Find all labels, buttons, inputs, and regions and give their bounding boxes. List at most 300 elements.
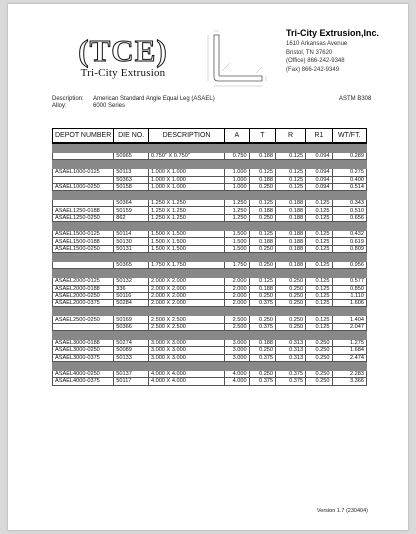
separator-cell <box>306 222 332 231</box>
table-cell: 0.125 <box>306 316 332 323</box>
table-cell: 0.250 <box>306 370 332 377</box>
table-cell: ASAEL4000-0375 <box>53 378 114 385</box>
company-logo <box>76 35 170 79</box>
table-cell <box>53 261 114 268</box>
table-cell: 0.750" X 0.750" <box>148 153 224 160</box>
table-row <box>53 347 367 354</box>
table-cell: 0.188 <box>249 176 275 183</box>
table-cell: 3.000 X 3.000 <box>148 347 224 354</box>
table-cell: 0.094 <box>306 183 332 190</box>
table-cell: 50130 <box>114 238 149 245</box>
table-cell: 0.375 <box>276 378 306 385</box>
table-cell: ASAEL2000-0125 <box>53 278 114 285</box>
table-cell: 0.313 <box>276 340 306 347</box>
separator-cell <box>332 331 366 340</box>
table-cell: 50366 <box>114 323 149 330</box>
table-cell: 50113 <box>114 169 149 176</box>
table-cell: 0.188 <box>276 238 306 245</box>
table-cell: 0.125 <box>306 231 332 238</box>
company-fax: (Fax) 866-242-9349 <box>286 66 340 73</box>
table-cell: 3.000 <box>225 347 250 354</box>
table-cell: 2.283 <box>332 370 366 377</box>
table-cell: 0.250 <box>249 316 275 323</box>
separator-cell <box>276 160 306 169</box>
table-cell: 0.188 <box>249 238 275 245</box>
table-cell: 0.250 <box>306 340 332 347</box>
company-name: Tri-City Extrusion,Inc. <box>286 28 380 38</box>
table-cell: 2.000 X 2.000 <box>148 285 224 292</box>
header-die-no: DIE NO. <box>114 129 149 144</box>
table-cell: ASAEL1000-0125 <box>53 169 114 176</box>
separator-cell <box>225 269 250 278</box>
separator-cell <box>306 331 332 340</box>
separator-cell <box>249 191 275 200</box>
separator-cell <box>332 222 366 231</box>
table-cell: 1.110 <box>332 292 366 299</box>
table-cell: 0.188 <box>249 285 275 292</box>
table-cell: 0.250 <box>249 261 275 268</box>
separator-cell <box>53 361 114 370</box>
table-cell: 0.275 <box>332 169 366 176</box>
separator-cell <box>249 331 275 340</box>
separator-cell <box>53 222 114 231</box>
separator-cell <box>148 143 224 153</box>
separator-cell <box>148 307 224 316</box>
separator-cell <box>148 269 224 278</box>
document-page <box>8 4 408 530</box>
group-separator <box>53 307 367 316</box>
separator-cell <box>225 307 250 316</box>
table-cell: 4.000 <box>225 378 250 385</box>
table-row <box>53 378 367 385</box>
table-cell: 0.125 <box>306 200 332 207</box>
header-depot-number: DEPOT NUMBER <box>53 129 114 144</box>
table-row <box>53 261 367 268</box>
separator-cell <box>332 160 366 169</box>
separator-cell <box>148 160 224 169</box>
separator-cell <box>114 191 149 200</box>
table-cell: 2.000 X 2.000 <box>148 292 224 299</box>
separator-cell <box>306 269 332 278</box>
table-cell: 0.809 <box>332 245 366 252</box>
table-row <box>53 316 367 323</box>
table-cell: 0.289 <box>332 153 366 160</box>
header-wt-ft: WT/FT. <box>332 129 366 144</box>
separator-cell <box>114 160 149 169</box>
company-info <box>286 28 379 74</box>
table-header-row <box>53 129 367 144</box>
table-cell: 1.500 <box>225 231 250 238</box>
table-cell: 0.750 <box>225 153 250 160</box>
table-cell: 4.000 X 4.000 <box>148 370 224 377</box>
separator-cell <box>276 361 306 370</box>
table-cell: 0.125 <box>249 278 275 285</box>
table-cell: ASAEL2500-0250 <box>53 316 114 323</box>
company-office-phone: (Office) 866-242-9348 <box>286 58 345 65</box>
table-row <box>53 370 367 377</box>
separator-cell <box>225 252 250 261</box>
table-cell: 0.250 <box>306 378 332 385</box>
table-cell: ASAEL4000-0250 <box>53 370 114 377</box>
table-row <box>53 278 367 285</box>
table-cell: 1.250 <box>225 200 250 207</box>
table-cell: 0.188 <box>276 245 306 252</box>
separator-cell <box>225 331 250 340</box>
separator-cell <box>306 361 332 370</box>
table-cell: 0.125 <box>306 245 332 252</box>
table-row <box>53 354 367 361</box>
table-cell: 0.577 <box>332 278 366 285</box>
separator-cell <box>276 252 306 261</box>
separator-cell <box>225 191 250 200</box>
table-row <box>53 169 367 176</box>
table-row <box>53 323 367 330</box>
table-cell: ASAEL3000-0250 <box>53 347 114 354</box>
table-cell: 0.250 <box>276 278 306 285</box>
table-cell: 0.125 <box>276 176 306 183</box>
table-cell: 2.500 <box>225 316 250 323</box>
table-cell: 0.656 <box>332 214 366 221</box>
table-cell: 0.188 <box>276 207 306 214</box>
table-cell: 1.404 <box>332 316 366 323</box>
description-value: American Standard Angle Equal Leg (ASAEL) <box>93 96 215 102</box>
table-cell: 0.125 <box>306 323 332 330</box>
table-cell: 0.188 <box>249 340 275 347</box>
description-label: Description: <box>52 96 84 102</box>
group-separator <box>53 331 367 340</box>
table-cell: 0.125 <box>306 261 332 268</box>
table-cell: 0.313 <box>276 347 306 354</box>
table-cell: 0.375 <box>249 378 275 385</box>
separator-cell <box>114 307 149 316</box>
table-cell: 0.432 <box>332 231 366 238</box>
table-row <box>53 238 367 245</box>
separator-cell <box>114 143 149 153</box>
table-cell: 1.250 X 1.250 <box>148 214 224 221</box>
table-cell: ASAEL3000-0375 <box>53 354 114 361</box>
table-cell: 50284 <box>114 300 149 307</box>
table-cell: 336 <box>114 285 149 292</box>
table-cell: 0.125 <box>306 214 332 221</box>
separator-cell <box>148 361 224 370</box>
table-cell: 50133 <box>114 354 149 361</box>
table-row <box>53 153 367 160</box>
table-cell: 0.375 <box>249 323 275 330</box>
table-row <box>53 207 367 214</box>
table-cell: 1.500 <box>225 238 250 245</box>
table-cell: 50116 <box>114 292 149 299</box>
separator-cell <box>114 331 149 340</box>
table-cell: 2.000 X 2.000 <box>148 300 224 307</box>
table-cell: ASAEL1500-0188 <box>53 238 114 245</box>
table-cell: 2.500 <box>225 323 250 330</box>
table-row <box>53 300 367 307</box>
table-cell: 1.684 <box>332 347 366 354</box>
separator-cell <box>225 160 250 169</box>
table-cell: 50131 <box>114 245 149 252</box>
separator-cell <box>53 143 114 153</box>
table-cell: 0.375 <box>249 300 275 307</box>
separator-cell <box>276 191 306 200</box>
separator-cell <box>332 191 366 200</box>
table-row <box>53 292 367 299</box>
table-cell: 1.500 <box>225 245 250 252</box>
separator-cell <box>249 143 275 153</box>
separator-cell <box>53 269 114 278</box>
separator-cell <box>276 269 306 278</box>
table-cell: 50132 <box>114 278 149 285</box>
separator-cell <box>249 252 275 261</box>
group-separator <box>53 361 367 370</box>
table-cell: 0.094 <box>306 176 332 183</box>
table-cell: 1.500 X 1.500 <box>148 238 224 245</box>
angle-profile-diagram <box>196 27 272 89</box>
table-row <box>53 214 367 221</box>
separator-cell <box>53 160 114 169</box>
table-cell: 0.400 <box>332 176 366 183</box>
table-cell: 50114 <box>114 231 149 238</box>
table-cell: 2.500 X 2.500 <box>148 316 224 323</box>
angle-spec-table <box>52 128 367 386</box>
separator-cell <box>249 160 275 169</box>
table-cell: 0.125 <box>249 169 275 176</box>
table-cell: 50365 <box>114 261 149 268</box>
table-cell: 2.474 <box>332 354 366 361</box>
table-cell: 1.250 X 1.250 <box>148 200 224 207</box>
table-cell: 0.188 <box>276 261 306 268</box>
table-cell: 3.000 X 3.000 <box>148 354 224 361</box>
table-cell: 0.619 <box>332 238 366 245</box>
table-cell: 0.188 <box>249 207 275 214</box>
table-cell: 0.250 <box>306 347 332 354</box>
separator-cell <box>225 361 250 370</box>
separator-cell <box>249 307 275 316</box>
separator-cell <box>114 222 149 231</box>
table-cell: 0.250 <box>276 292 306 299</box>
table-cell: 4.000 <box>225 370 250 377</box>
table-body <box>53 143 367 385</box>
table-cell: ASAEL2000-0188 <box>53 285 114 292</box>
table-cell: 0.250 <box>276 323 306 330</box>
table-cell: 50274 <box>114 340 149 347</box>
table-cell: ASAEL1500-0125 <box>53 231 114 238</box>
separator-cell <box>276 222 306 231</box>
separator-cell <box>225 143 250 153</box>
table-cell: 2.000 <box>225 292 250 299</box>
separator-cell <box>332 307 366 316</box>
separator-cell <box>114 361 149 370</box>
table-cell: ASAEL2000-0250 <box>53 292 114 299</box>
table-cell: 0.375 <box>249 354 275 361</box>
table-cell: 1.750 X 1.750 <box>148 261 224 268</box>
separator-cell <box>249 222 275 231</box>
table-cell: 0.125 <box>306 285 332 292</box>
separator-cell <box>53 191 114 200</box>
table-cell: 1.500 X 1.500 <box>148 245 224 252</box>
table-cell: 4.000 X 4.000 <box>148 378 224 385</box>
table-cell: 50364 <box>114 200 149 207</box>
header-description: DESCRIPTION <box>148 129 224 144</box>
table-cell: ASAEL1500-0250 <box>53 245 114 252</box>
table-cell: 0.188 <box>249 153 275 160</box>
table-cell: 1.750 <box>225 261 250 268</box>
table-cell: 1.000 X 1.000 <box>148 176 224 183</box>
separator-cell <box>276 331 306 340</box>
table-cell: 0.250 <box>276 300 306 307</box>
table-cell: 0.956 <box>332 261 366 268</box>
separator-cell <box>306 307 332 316</box>
separator-cell <box>249 269 275 278</box>
table-cell: ASAEL2000-0375 <box>53 300 114 307</box>
separator-cell <box>148 222 224 231</box>
separator-cell <box>332 361 366 370</box>
group-separator <box>53 191 367 200</box>
table-cell: 0.125 <box>306 238 332 245</box>
table-cell: 0.125 <box>306 278 332 285</box>
table-cell <box>53 323 114 330</box>
separator-cell <box>332 269 366 278</box>
table-cell: 50137 <box>114 370 149 377</box>
table-cell: ASAEL1250-0188 <box>53 207 114 214</box>
group-separator <box>53 269 367 278</box>
table-row <box>53 340 367 347</box>
table-cell: 0.125 <box>276 169 306 176</box>
table-cell: 0.313 <box>276 354 306 361</box>
table-cell: 0.343 <box>332 200 366 207</box>
table-cell: 0.125 <box>276 153 306 160</box>
table-cell: 1.250 X 1.250 <box>148 207 224 214</box>
table-cell: 0.250 <box>249 370 275 377</box>
separator-cell <box>276 307 306 316</box>
header-a: A <box>225 129 250 144</box>
separator-cell <box>114 269 149 278</box>
table-cell: 0.250 <box>306 354 332 361</box>
table-cell: ASAEL1000-0250 <box>53 183 114 190</box>
table-cell: 0.094 <box>306 153 332 160</box>
table-cell: 2.047 <box>332 323 366 330</box>
table-cell: 0.250 <box>249 183 275 190</box>
table-cell: 0.125 <box>249 200 275 207</box>
header-t: T <box>249 129 275 144</box>
group-separator <box>53 222 367 231</box>
separator-cell <box>306 160 332 169</box>
product-meta <box>52 96 215 110</box>
table-cell: 1.000 X 1.000 <box>148 183 224 190</box>
table-cell: 2.000 <box>225 300 250 307</box>
separator-cell <box>225 222 250 231</box>
table-cell: 50159 <box>114 207 149 214</box>
company-address-line1: 1610 Arkansas Avenue <box>286 41 348 47</box>
separator-cell <box>306 143 332 153</box>
separator-cell <box>148 331 224 340</box>
table-cell: 50117 <box>114 378 149 385</box>
separator-cell <box>332 252 366 261</box>
alloy-label: Alloy: <box>52 103 67 110</box>
separator-cell <box>148 252 224 261</box>
table-cell: ASAEL1250-0250 <box>53 214 114 221</box>
table-cell: 3.000 <box>225 340 250 347</box>
table-cell: 0.250 <box>276 285 306 292</box>
astm-spec: ASTM B308 <box>339 96 372 102</box>
separator-cell <box>53 252 114 261</box>
table-cell: 50363 <box>114 176 149 183</box>
logo-mark: (TCE) <box>78 33 168 68</box>
table-cell: 3.000 <box>225 354 250 361</box>
table-cell: 1.250 <box>225 207 250 214</box>
table-row <box>53 200 367 207</box>
table-cell: 0.510 <box>332 207 366 214</box>
table-cell <box>53 153 114 160</box>
table-cell <box>53 176 114 183</box>
table-cell: 0.250 <box>249 292 275 299</box>
table-cell: 0.250 <box>249 347 275 354</box>
table-cell: 1.275 <box>332 340 366 347</box>
table-cell: 2.500 X 2.500 <box>148 323 224 330</box>
table-cell: 0.188 <box>276 214 306 221</box>
table-cell: 0.125 <box>276 183 306 190</box>
separator-cell <box>276 143 306 153</box>
table-cell: 2.000 X 2.000 <box>148 278 224 285</box>
separator-cell <box>148 191 224 200</box>
table-cell: 0.250 <box>249 214 275 221</box>
table-cell: 0.125 <box>306 292 332 299</box>
table-cell: 0.514 <box>332 183 366 190</box>
table-row <box>53 183 367 190</box>
table-cell: 0.375 <box>276 370 306 377</box>
table-cell: 3.000 X 3.000 <box>148 340 224 347</box>
table-cell: 1.606 <box>332 300 366 307</box>
table-cell: 50965 <box>114 153 149 160</box>
table-cell: 0.125 <box>306 207 332 214</box>
separator-cell <box>332 143 366 153</box>
table-cell: 0.188 <box>276 231 306 238</box>
header-r1: R1 <box>306 129 332 144</box>
table-cell <box>53 200 114 207</box>
table-cell: 0.125 <box>306 300 332 307</box>
separator-cell <box>306 252 332 261</box>
separator-cell <box>306 191 332 200</box>
table-cell: 1.250 <box>225 214 250 221</box>
separator-cell <box>53 307 114 316</box>
group-separator <box>53 160 367 169</box>
table-cell: 1.000 X 1.000 <box>148 169 224 176</box>
table-cell: 50158 <box>114 183 149 190</box>
table-cell: 50169 <box>114 316 149 323</box>
table-cell: 0.125 <box>249 231 275 238</box>
alloy-value: 6000 Series <box>93 103 126 110</box>
table-cell: 862 <box>114 214 149 221</box>
company-address-line2: Bristol, TN 37620 <box>286 49 333 56</box>
table-cell: 0.250 <box>276 316 306 323</box>
table-cell: 1.000 <box>225 169 250 176</box>
separator-cell <box>114 252 149 261</box>
table-cell: 0.250 <box>249 245 275 252</box>
table-row <box>53 245 367 252</box>
table-row <box>53 285 367 292</box>
table-cell: 0.094 <box>306 169 332 176</box>
logo-subtitle: Tri-City Extrusion <box>80 67 166 79</box>
header-r: R <box>276 129 306 144</box>
table-cell: 1.000 <box>225 183 250 190</box>
group-separator <box>53 252 367 261</box>
separator-cell <box>53 331 114 340</box>
table-cell: 1.000 <box>225 176 250 183</box>
table-cell: 0.850 <box>332 285 366 292</box>
table-cell: 0.188 <box>276 200 306 207</box>
version-label: Version 1.7 (230404) <box>316 508 368 514</box>
table-cell: 3.366 <box>332 378 366 385</box>
table-cell: 2.000 <box>225 278 250 285</box>
